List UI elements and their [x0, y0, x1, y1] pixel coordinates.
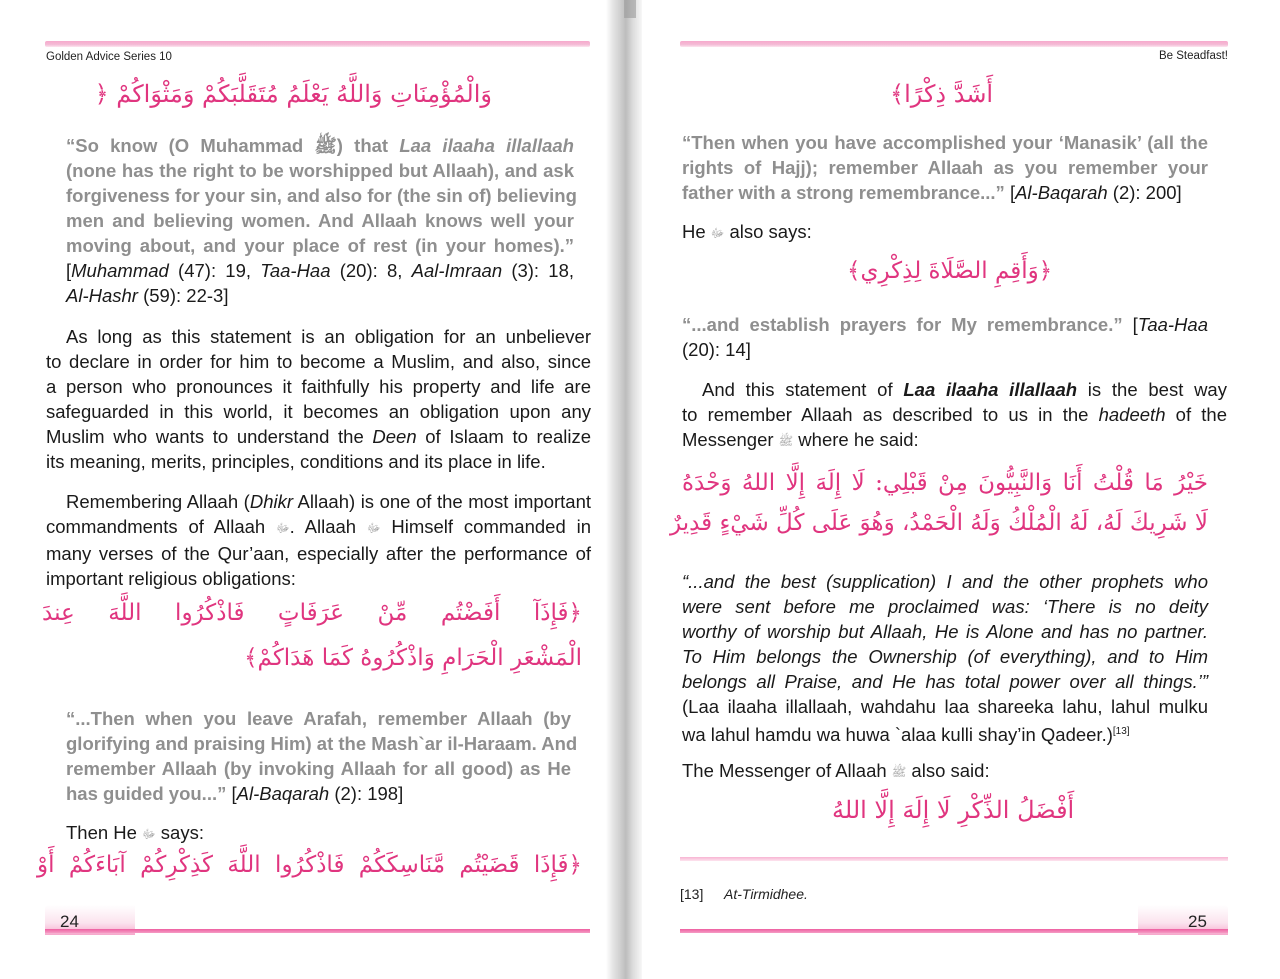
ref-surah: Taa-Haa [1137, 314, 1208, 335]
text-run: father with a strong remembrance...” [682, 182, 1010, 203]
ref-verse: (3): 18, [502, 260, 575, 281]
text-line: To Him belongs the Ownership (of everything), and to Him [682, 646, 1208, 667]
ref-surah: Al-Baqarah [1015, 182, 1108, 203]
book-gutter [606, 0, 642, 979]
ref-verse: (2): 200] [1107, 182, 1182, 203]
text-line: its meaning, merits, principles, conditions and its place in life. [46, 451, 546, 472]
bottom-rule [45, 929, 590, 933]
text-line: were sent before me proclaimed was: ‘There is no deity [682, 596, 1208, 617]
text-run: Then He [66, 822, 143, 843]
bracket: [ [231, 783, 237, 804]
text-run: The Messenger of Allaah [682, 760, 892, 781]
text-line [682, 402, 1227, 427]
text-line: As long as this statement is an obligation for an unbeliever [66, 326, 591, 347]
text-run: is the best way [1077, 379, 1227, 400]
top-rule [45, 41, 590, 47]
arabic-verse-line: ﴿فَإِذَا قَضَيْتُم مَّنَاسِكَكُمْ فَاذْكُرُوا اللَّهَ كَذِكْرِكُمْ آبَاءَكُمْ أَوْ [37, 852, 582, 878]
quote-line: “So know (O Muhammad ﷺ) that [66, 135, 400, 156]
text-line: (Laa ilaaha illallaah, wahdahu laa shareeka lahu, lahul mulku [682, 696, 1208, 717]
text-run: to remember Allaah as described to us in the [682, 404, 1099, 425]
arabic-verse-line: الْمَشْعَرِ الْحَرَامِ وَاذْكُرُوهُ كَمَا هَدَاكُمْ﴾ [244, 645, 582, 671]
arabic-hadith-line: لَا شَرِيكَ لَهُ، لَهُ الْمُلْكُ وَلَهُ الْحَمْدُ، وَهُوَ عَلَى كُلِّ شَيْءٍ قَدِيرٌ [670, 510, 1208, 536]
text-run: of the [1165, 404, 1227, 425]
quote-line: rights of Hajj); remember Allaah as you remember your [682, 157, 1208, 178]
text-line: belongs all Praise, and He has total power over all things.’” [682, 671, 1208, 692]
right-page [642, 0, 1280, 979]
quote-line: “...Then when you leave Arafah, remember Allaah (by [66, 708, 571, 729]
text-line: worthy of worship but Allaah, He is Alone and has no partner. [682, 621, 1208, 642]
transliteration [682, 694, 1208, 747]
text-run: where he said: [793, 429, 919, 450]
hadith-translation [682, 569, 1208, 694]
paragraph-remembering [46, 489, 591, 591]
text-run: also said: [906, 760, 990, 781]
arabic-verse-top: وَالْمُؤْمِنَاتِ وَاللَّهُ يَعْلَمُ مُتَقَلَّبَكُمْ وَمَثْوَاكُمْ ﴿ [94, 80, 492, 108]
text-run: “...and establish prayers for My remembrance.” [682, 314, 1133, 335]
bottom-rule [680, 929, 1228, 933]
ref-verse: (20): 8, [330, 260, 412, 281]
arabic-verse: ﴿وَأَقِمِ الصَّلَاةَ لِذِكْرِي﴾ [847, 258, 1053, 284]
quote-line: men and believing women. And Allaah knows well your [66, 210, 574, 231]
footnote-number: [13] [680, 886, 704, 902]
text-run: Messenger [682, 429, 779, 450]
text-line [66, 820, 566, 847]
ref-surah: Al-Baqarah [236, 783, 330, 804]
ref-verse: (2): 198] [329, 783, 404, 804]
text-line [682, 719, 1208, 747]
footnote-marker[interactable]: [13] [1112, 726, 1130, 737]
text-line [46, 514, 591, 541]
text-run: He [682, 221, 711, 242]
quote-line: (none has the right to be worshipped but Allaah), and ask [66, 160, 574, 181]
glorification-symbol-icon: ﷻ [276, 520, 290, 535]
text-run: says: [155, 822, 204, 843]
text-line: to declare in order for him to become a Muslim, and also, since [46, 351, 591, 372]
page-number: 25 [1188, 912, 1207, 931]
then-he-says [66, 820, 566, 847]
paragraph-best-way [682, 377, 1227, 454]
reference-line: (20): 14] [682, 339, 751, 360]
reference [232, 783, 404, 804]
text-line: “...and the best (supplication) I and the other prophets who [682, 571, 1208, 592]
running-head: Be Steadfast! [1158, 50, 1228, 62]
quote-line: “Then when you have accomplished your ‘Manasik’ (all the [682, 132, 1208, 153]
quote-line: forgiveness for your sin, and also for (the sin of) believing [66, 185, 577, 206]
glorification-symbol-icon: ﷻ [710, 225, 725, 240]
text-run: Himself commanded in [380, 516, 592, 537]
ref-verse: (59): 22-3] [137, 285, 229, 306]
quote-line [682, 180, 1208, 205]
text-run: of Islaam to realize [416, 426, 592, 447]
text-line [682, 219, 1182, 246]
arabic-verse-top: أَشَدَّ ذِكْرًا﴾ [890, 80, 994, 108]
footnote-rule [680, 857, 1228, 861]
text-run: has guided you...” [66, 783, 232, 804]
quote-line: moving about, and your place of rest (in your homes).” [66, 235, 574, 256]
text-run: . Allaah [289, 516, 367, 537]
reference [1010, 182, 1182, 203]
arabic-verse-line: ﴿فَإِذَآ أَفَضْتُم مِّنْ عَرَفَاتٍ فَاذْكُرُوا اللَّهَ عِندَ [42, 600, 582, 626]
text-line [682, 427, 1227, 454]
gutter-shadow [624, 0, 636, 18]
italic-term: Dhikr [249, 491, 294, 512]
ref-surah: Aal-Imraan [411, 260, 503, 281]
he-also-says [682, 219, 1182, 246]
footnote-text: At-Tirmidhee. [724, 886, 808, 902]
quote-al-baqarah-200 [682, 130, 1208, 205]
ref-surah: Muhammad [71, 260, 169, 281]
glorification-symbol-icon: ﷻ [142, 826, 156, 841]
quote-line: remember Allaah (by invoking Allaah for all good) as He [66, 758, 571, 779]
messenger-also-said [682, 758, 1182, 785]
reference-line [66, 283, 574, 308]
text-line [682, 758, 1182, 785]
bracket: [ [1009, 182, 1016, 203]
quote-muhammad-47-19 [66, 133, 577, 308]
reference-line: [Muhammad (47): 19, Taa-Haa (20): 8, Aal-Imraan (3): 18, [66, 260, 575, 281]
text-run: also says: [724, 221, 812, 242]
bold-italic-phrase: Laa ilaaha illallaah [903, 379, 1078, 400]
italic-phrase: Laa ilaaha illallaah [399, 135, 574, 156]
quote-line: glorifying and praising Him) at the Mash`ar il-Haraam. And [66, 733, 578, 754]
ref-verse: (47): 19, [168, 260, 261, 281]
left-page [0, 0, 612, 979]
text-run: Allaah) is one of the most important [293, 491, 592, 512]
quote-al-baqarah-198 [66, 706, 578, 806]
running-head: Golden Advice Series 10 [46, 51, 172, 63]
text-line: a person who pronounces it faithfully his property and life are [46, 376, 591, 397]
text-run: wa lahul hamdu wa huwa `alaa kulli shay’in Qadeer.) [682, 724, 1113, 746]
quote-taa-haa-14 [682, 312, 1208, 362]
arabic-hadith-line: خَيْرُ مَا قُلْتُ أَنَا وَالنَّبِيُّونَ مِنْ قَبْلِي: لَا إِلَهَ إِلَّا اللهُ وَحْدَهُ [682, 470, 1208, 496]
paragraph-obligation [46, 324, 591, 474]
text-line: important religious obligations: [46, 567, 296, 589]
quote-line [66, 781, 571, 806]
ref-surah: Al-Hashr [66, 285, 138, 306]
text-run: Remembering Allaah ( [66, 491, 250, 512]
ref-surah: Taa-Haa [260, 260, 331, 281]
text-line [46, 489, 591, 514]
bracket: [ [1132, 314, 1138, 335]
text-line [682, 377, 1227, 402]
italic-term: hadeeth [1098, 404, 1166, 425]
salutation-symbol-icon: ﷺ [778, 433, 794, 448]
text-line: many verses of the Qur’aan, especially after the performance of [46, 542, 591, 564]
text-run: commandments of Allaah [46, 516, 277, 537]
arabic-final: أَفْضَلُ الذِّكْرِ لَا إِلَهَ إِلَّا اللهُ [832, 796, 1075, 824]
italic-term: Deen [372, 426, 417, 447]
glorification-symbol-icon: ﷻ [366, 520, 381, 535]
text-run: Muslim who wants to understand the [46, 426, 373, 447]
text-run: And this statement of [702, 379, 904, 400]
top-rule [680, 41, 1228, 47]
page-number: 24 [60, 912, 79, 931]
salutation-symbol-icon: ﷺ [891, 764, 907, 779]
text-line: safeguarded in this world, it becomes an obligation upon any [46, 401, 591, 422]
reference [1133, 314, 1208, 335]
quote-line [682, 312, 1208, 337]
text-line [46, 424, 591, 449]
